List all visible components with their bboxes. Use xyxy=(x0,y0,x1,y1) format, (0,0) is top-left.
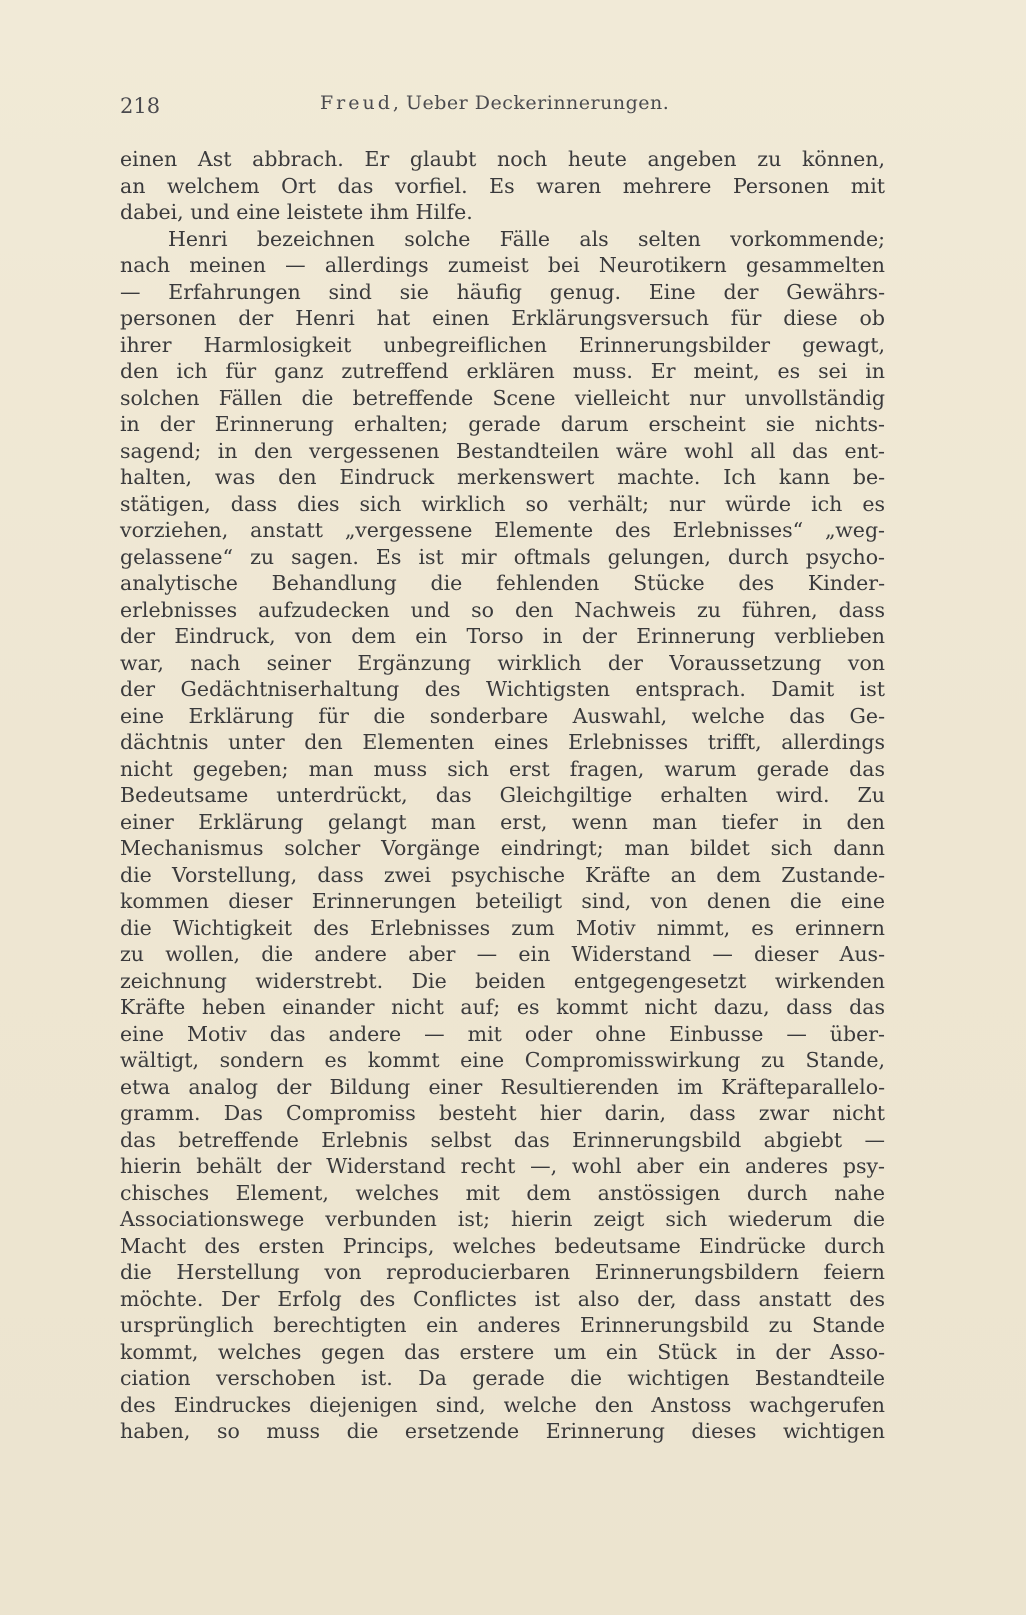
text-line: einen Ast abbrach. Er glaubt noch heute angeben zu können, xyxy=(120,147,885,171)
text-line: vorziehen, anstatt „vergessene Elemente des Erlebnisses“ „weg- xyxy=(120,518,885,542)
text-line: haben, so muss die ersetzende Erinnerung dieses wichtigen xyxy=(120,1419,885,1443)
text-line: die Wichtigkeit des Erlebnisses zum Motiv nimmt, es erinnern xyxy=(120,915,885,940)
text-line: ciation verschoben ist. Da gerade die wichtigen Bestandteile xyxy=(120,1366,885,1390)
text-line: in der Erinnerung erhalten; gerade darum erscheint sie nichts- xyxy=(120,412,885,436)
text-line: wältigt, sondern es kommt eine Compromisswirkung zu Stande, xyxy=(120,1048,885,1072)
text-line: eine Erklärung für die sonderbare Auswahl, welche das Ge- xyxy=(120,703,885,728)
text-line: erlebnisses aufzudecken und so den Nachweis zu führen, dass xyxy=(120,597,885,622)
text-line: die Herstellung von reproducierbaren Erinnerungsbildern feiern xyxy=(120,1260,885,1284)
text-line: dächtnis unter den Elementen eines Erlebnisses trifft, allerdings xyxy=(120,730,885,754)
text-line: war, nach seiner Ergänzung wirklich der Voraussetzung von xyxy=(120,650,885,675)
text-line: solchen Fällen die betreffende Scene vielleicht nur unvollständig xyxy=(120,385,885,410)
text-line: Henri bezeichnen solche Fälle als selten vorkommende; xyxy=(168,226,885,251)
text-line: kommen dieser Erinnerungen beteiligt sind, von denen die eine xyxy=(120,889,885,913)
text-line: gramm. Das Compromiss besteht hier darin, dass zwar nicht xyxy=(120,1101,885,1125)
text-line: — Erfahrungen sind sie häufig genug. Eine der Gewährs- xyxy=(120,279,885,304)
text-line: der Eindruck, von dem ein Torso in der Erinnerung verblieben xyxy=(120,624,885,648)
text-line: zeichnung widerstrebt. Die beiden entgegengesetzt wirkenden xyxy=(120,968,885,993)
text-line: an welchem Ort das vorfiel. Es waren mehrere Personen mit xyxy=(120,173,885,198)
page-number: 218 xyxy=(120,94,161,118)
text-line: etwa analog der Bildung einer Resultierenden im Kräfteparallelo- xyxy=(120,1074,885,1099)
text-line: gelassene“ zu sagen. Es ist mir oftmals gelungen, durch psycho- xyxy=(120,544,885,569)
text-line: der Gedächtniserhaltung des Wichtigsten entsprach. Damit ist xyxy=(120,677,885,701)
text-line: zu wollen, die andere aber — ein Widerstand — dieser Aus- xyxy=(120,942,885,966)
running-header xyxy=(120,92,880,120)
text-line: einer Erklärung gelangt man erst, wenn man tiefer in den xyxy=(120,809,885,834)
text-line: die Vorstellung, dass zwei psychische Kräfte an dem Zustande- xyxy=(120,862,885,887)
text-line: stätigen, dass dies sich wirklich so verhält; nur würde ich es xyxy=(120,491,885,516)
text-line: Mechanismus solcher Vorgänge eindringt; man bildet sich dann xyxy=(120,836,885,860)
text-line: analytische Behandlung die fehlenden Stücke des Kinder- xyxy=(120,571,885,595)
text-line: kommt, welches gegen das erstere um ein Stück in der Asso- xyxy=(120,1339,885,1364)
text-line: Associationswege verbunden ist; hierin zeigt sich wiederum die xyxy=(120,1207,885,1231)
text-line: hierin behält der Widerstand recht —, wohl aber ein anderes psy- xyxy=(120,1154,885,1178)
text-line: personen der Henri hat einen Erklärungsversuch für diese ob xyxy=(120,306,885,330)
text-line: Kräfte heben einander nicht auf; es kommt nicht dazu, dass das xyxy=(120,995,885,1019)
author-name: Freud xyxy=(320,92,393,114)
text-line: chisches Element, welches mit dem anstössigen durch nahe xyxy=(120,1180,885,1205)
text-line: den ich für ganz zutreffend erklären muss. Er meint, es sei in xyxy=(120,359,885,383)
body-text xyxy=(120,146,885,1445)
text-line: Bedeutsame unterdrückt, das Gleichgiltige erhalten wird. Zu xyxy=(120,783,885,807)
text-line: halten, was den Eindruck merkenswert machte. Ich kann be- xyxy=(120,465,885,489)
text-line: möchte. Der Erfolg des Conflictes ist also der, dass anstatt des xyxy=(120,1286,885,1311)
text-line: nicht gegeben; man muss sich erst fragen, warum gerade das xyxy=(120,756,885,781)
text-line: Macht des ersten Princips, welches bedeutsame Eindrücke durch xyxy=(120,1233,885,1258)
running-title xyxy=(320,92,669,114)
title-rest: , Ueber Deckerinnerungen. xyxy=(392,92,670,114)
text-line: sagend; in den vergessenen Bestandteilen wäre wohl all das ent- xyxy=(120,438,885,463)
text-line: eine Motiv das andere — mit oder ohne Einbusse — über- xyxy=(120,1021,885,1046)
text-line: nach meinen — allerdings zumeist bei Neurotikern gesammelten xyxy=(120,253,885,277)
text-line: ihrer Harmlosigkeit unbegreiflichen Erinnerungsbilder gewagt, xyxy=(120,332,885,357)
text-line: ursprünglich berechtigten ein anderes Erinnerungsbild zu Stande xyxy=(120,1313,885,1337)
text-line: dabei, und eine leistete ihm Hilfe. xyxy=(120,200,473,224)
text-line: des Eindruckes diejenigen sind, welche den Anstoss wachgerufen xyxy=(120,1392,885,1417)
text-line: das betreffende Erlebnis selbst das Erinnerungsbild abgiebt — xyxy=(120,1127,885,1152)
